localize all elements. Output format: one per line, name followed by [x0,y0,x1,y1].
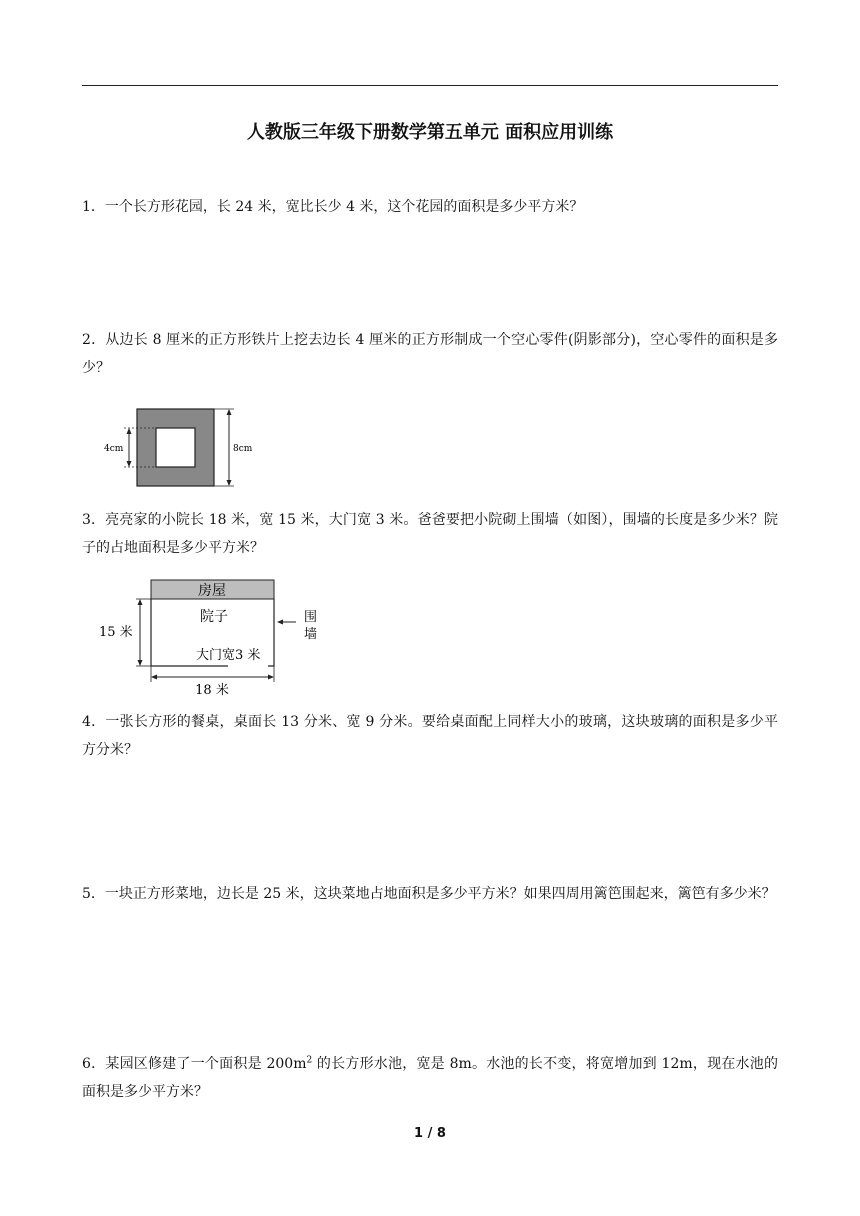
wall-label-2: 墙 [304,627,318,642]
question-5: 5．一块正方形菜地，边长是 25 米，这块菜地占地面积是多少平方米？如果四周用篱笆围起来，篱笆有多少米？ [82,886,776,902]
question-6 [82,1050,778,1106]
arrow-head [268,675,274,680]
page-number: 1 / 8 [414,1126,446,1141]
question-6-text-a: 6．某园区修建了一个面积是 200m [82,1056,307,1072]
inner-square [156,428,195,467]
arrow-head [127,428,132,434]
page-title: 人教版三年级下册数学第五单元 面积应用训练 [246,122,614,143]
yard-label: 院子 [200,609,228,625]
hollow-square-figure [100,404,260,490]
question-4: 4．一张长方形的餐桌，桌面长 13 分米、宽 9 分米。要给桌面配上同样大小的玻璃，这块玻璃的面积是多少平方分米？ [82,714,778,758]
arrow-head [277,620,283,625]
question-6-superscript: 2 [306,1055,313,1066]
arrow-head [138,660,143,666]
yard-wall [268,599,274,666]
arrow-head [227,480,232,486]
question-1: 1．一个长方形花园，长 24 米，宽比长少 4 米，这个花园的面积是多少平方米？ [82,199,584,215]
height-label: 15 米 [99,625,133,640]
outer-size-label: 8cm [233,444,253,454]
arrow-head [138,599,143,605]
yard-figure [96,576,336,698]
house-label: 房屋 [198,583,226,599]
header-rule [82,85,778,86]
question-2: 2．从边长 8 厘米的正方形铁片上挖去边长 4 厘米的正方形制成一个空心零件(阴影部分)，空心零件的面积是多少？ [82,332,778,376]
question-6-text-b: 的长方形水池，宽是 8m。水池的长不变，将宽增加到 12m，现在水池的面积是多少平方米？ [82,1056,778,1100]
wall-label-1: 围 [304,610,318,625]
width-label: 18 米 [195,683,229,698]
arrow-head [127,461,132,467]
arrow-head [151,675,157,680]
arrow-head [227,409,232,415]
gate-label: 大门宽3 米 [196,648,261,663]
question-3: 3．亮亮家的小院长 18 米，宽 15 米，大门宽 3 米。爸爸要把小院砌上围墙（如图），围墙的长度是多少米？院子的占地面积是多少平方米？ [82,512,778,556]
inner-size-label: 4cm [104,444,124,454]
